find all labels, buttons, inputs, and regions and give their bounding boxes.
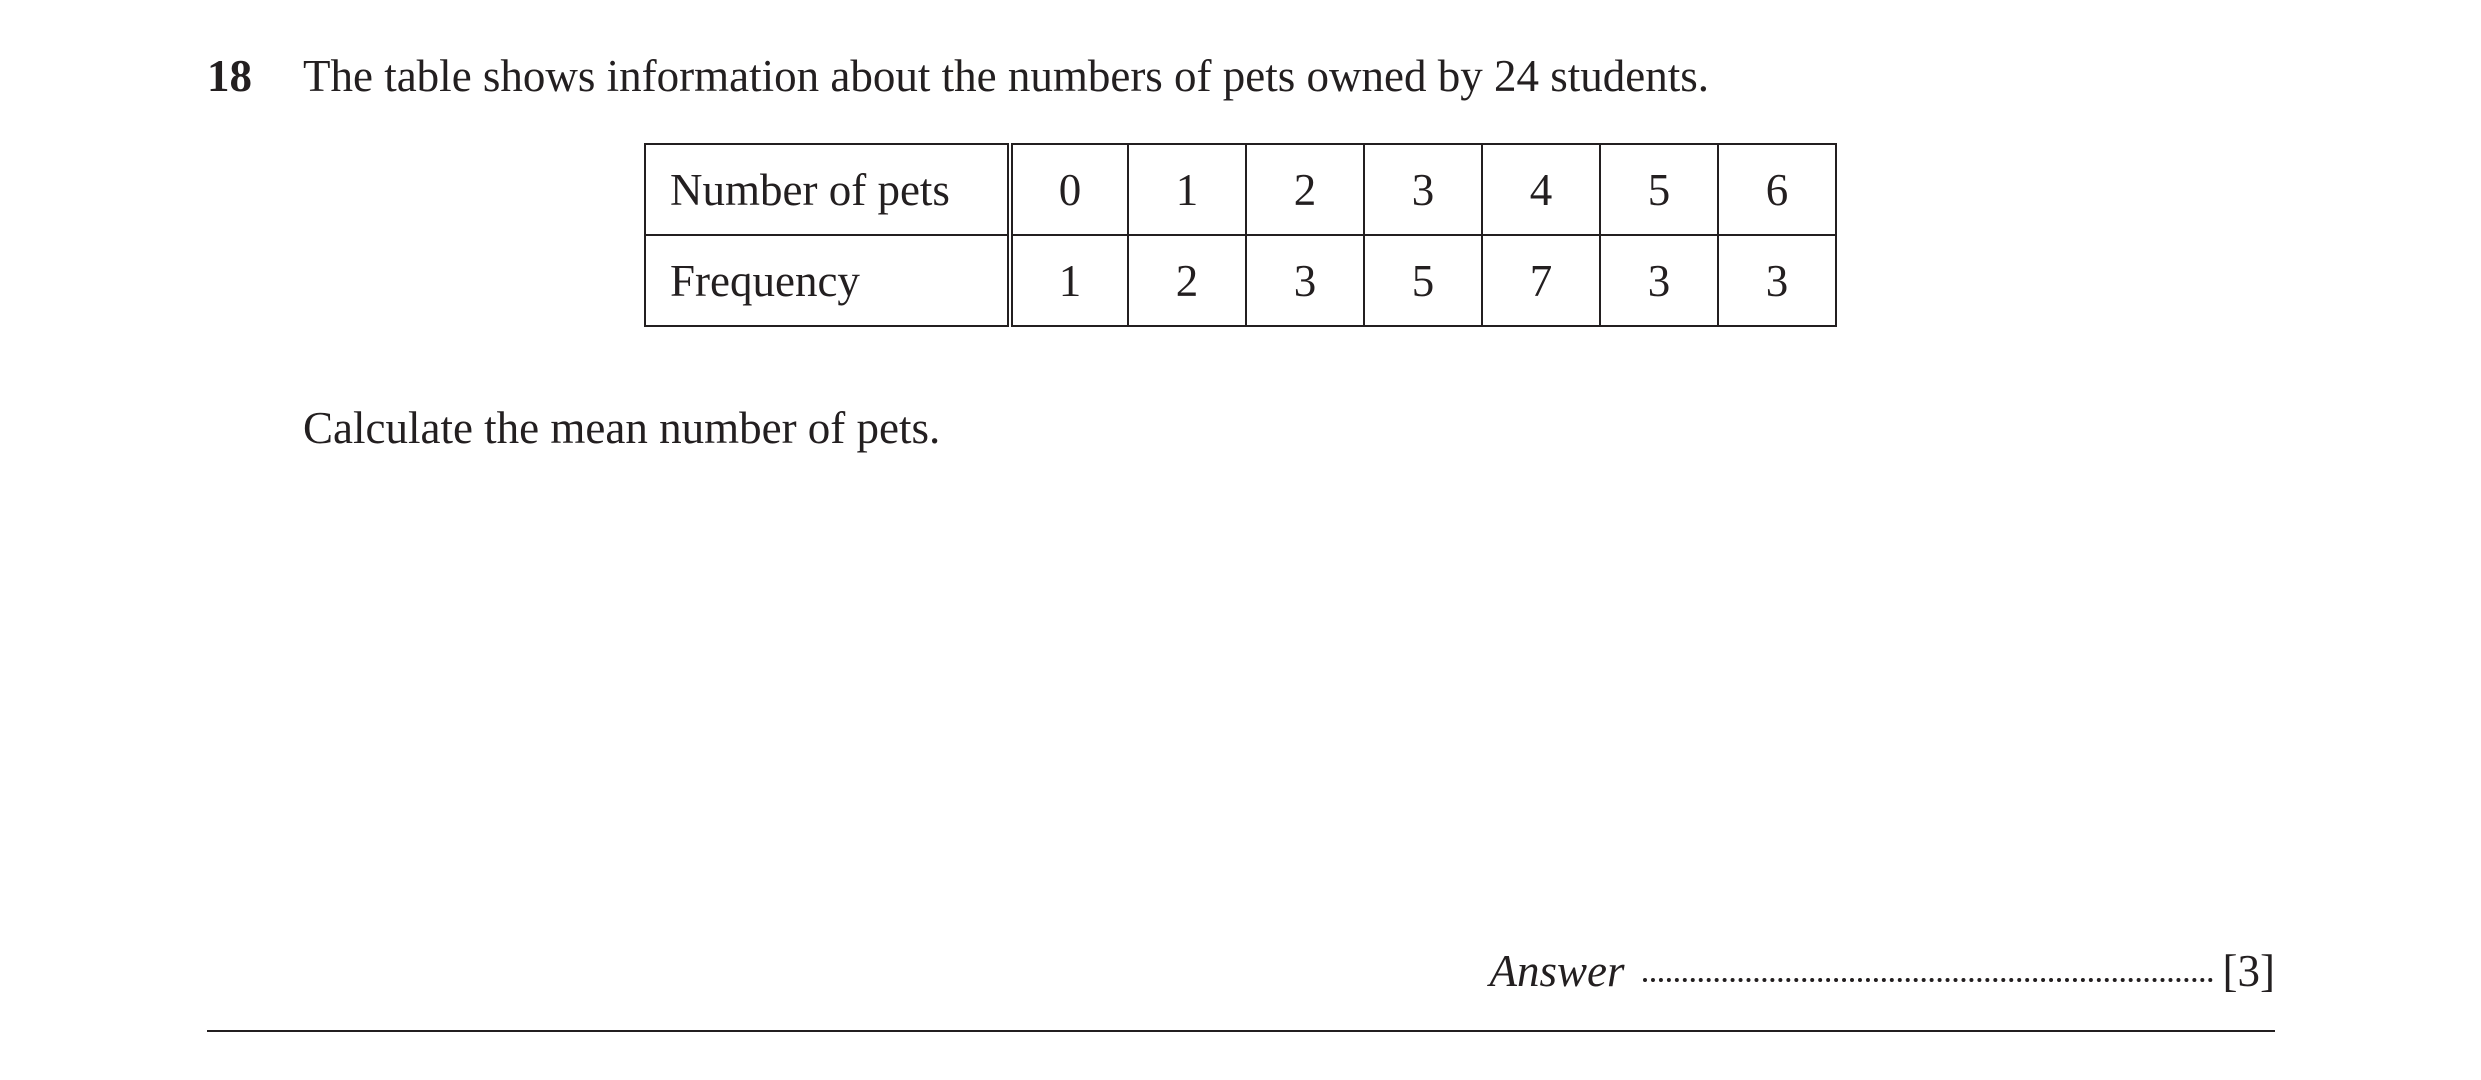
frequency-table: [644, 143, 1837, 327]
table-row-frequency: [645, 235, 1836, 326]
table-cell: 1: [1010, 235, 1128, 326]
table-cell: 3: [1246, 235, 1364, 326]
answer-line: [1490, 943, 2275, 999]
question-number: 18: [207, 51, 252, 101]
question-text: The table shows information about the numbers of pets owned by 24 students.: [303, 51, 1710, 101]
answer-label: Answer: [1489, 946, 1625, 996]
table-row-number-of-pets: [645, 144, 1836, 235]
table-cell: 2: [1128, 235, 1246, 326]
table-cell: 3: [1600, 235, 1718, 326]
row-header-frequency: Frequency: [645, 235, 1010, 326]
table-cell: 5: [1600, 144, 1718, 235]
marks-badge: [3]: [2222, 946, 2275, 996]
section-divider: [207, 1030, 2275, 1032]
table-cell: 7: [1482, 235, 1600, 326]
row-header-number-of-pets: Number of pets: [645, 144, 1010, 235]
answer-field[interactable]: [1643, 978, 2213, 982]
table-cell: 5: [1364, 235, 1482, 326]
table-cell: 2: [1246, 144, 1364, 235]
table-cell: 1: [1128, 144, 1246, 235]
table-cell: 3: [1364, 144, 1482, 235]
table-cell: 3: [1718, 235, 1836, 326]
table-cell: 4: [1482, 144, 1600, 235]
table-cell: 6: [1718, 144, 1836, 235]
table-cell: 0: [1010, 144, 1128, 235]
question-prompt: Calculate the mean number of pets.: [303, 403, 941, 453]
